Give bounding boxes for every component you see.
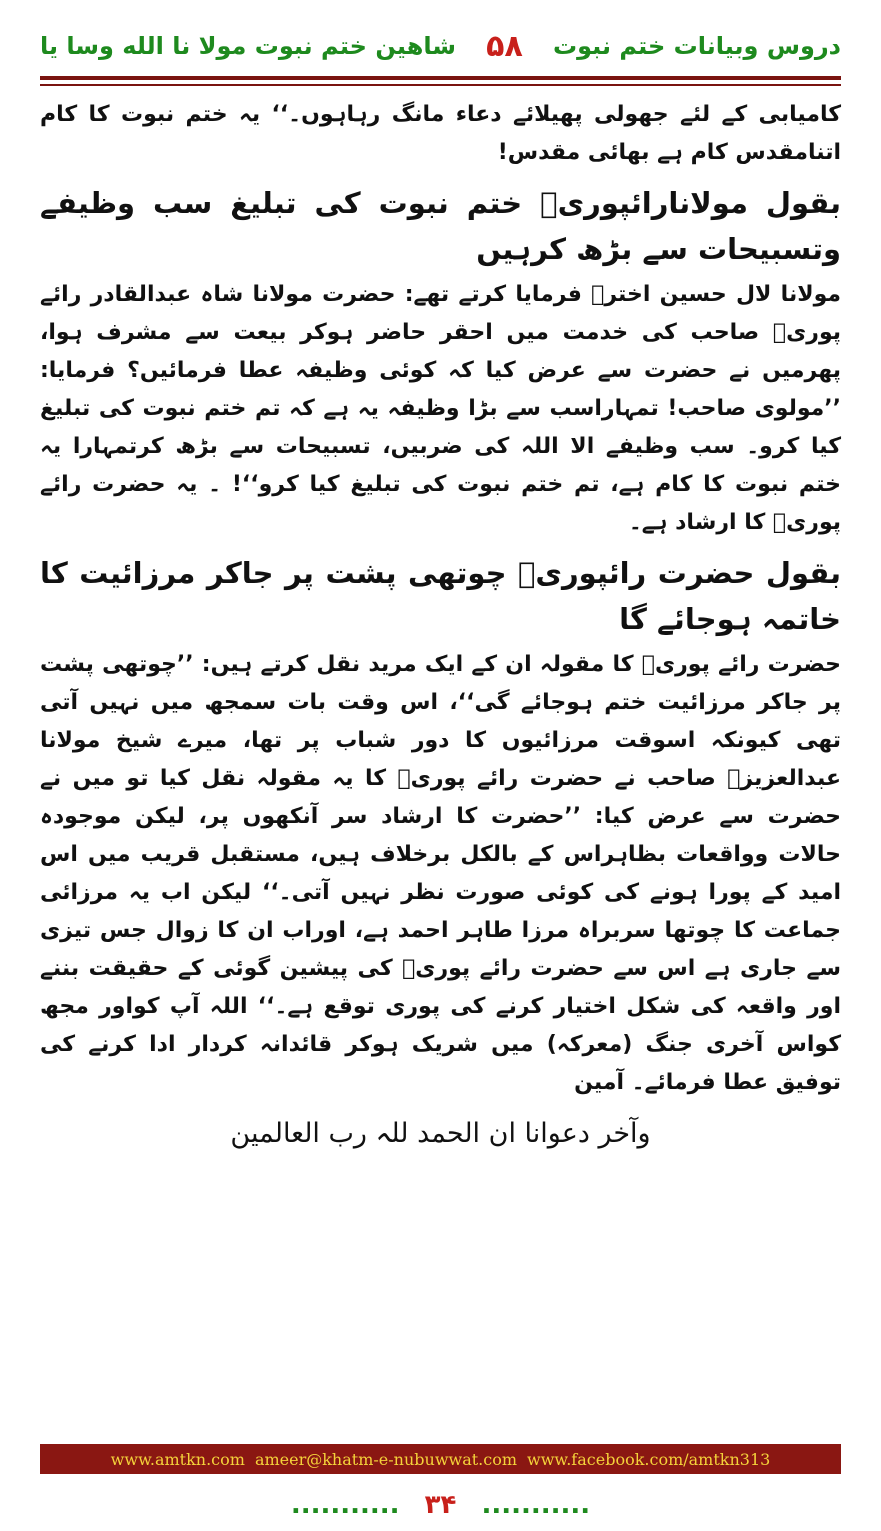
page-body: [40, 96, 841, 1156]
closing-prayer: وآخر دعوانا ان الحمد للہ رب العالمین: [230, 1118, 651, 1149]
facebook-link[interactable]: www.facebook.com/amtkn313: [527, 1449, 771, 1469]
website-link[interactable]: www.amtkn.com: [110, 1449, 245, 1469]
author-title: شاهین ختم نبوت مولا نا الله وسا یا: [40, 32, 456, 60]
page-header: [40, 22, 841, 70]
page-counter: [0, 1490, 881, 1520]
paragraph-lal-husain: مولانا لال حسین اخترؒ فرمایا کرتے تھے: حضرت مولانا شاہ عبدالقادر رائے پوریؒ صاحب کی خدمت میں احقر حاضر ہوکر بیعت سے مشرف ہوا، پھرمیں نے حضرت سے عرض کیا کہ کوئی وظیفہ عطا فرمائیں؟ فرمایا: ’’مولوی صاحب! تمہاراسب سے بڑا وظیفہ یہ ہے کہ تم ختم نبوت کی تبلیغ کیا کرو۔ سب وظیفے الا اللہ کی ضربیں، تسبیحات سے بڑھ کرتمہارا یہ ختم نبوت کا کام ہے، تم ختم نبوت کی تبلیغ کیا کرو‘‘! ۔ یہ حضرت رائے پوریؒ کا ارشاد ہے۔: [40, 282, 841, 535]
dots-right: ...........: [481, 1490, 591, 1520]
section-heading-2: بقول حضرت رائپوریؒ چوتھی پشت پر جاکر مرزائیت کا خاتمہ ہوجائے گا: [40, 556, 841, 636]
page-total: ۳۴: [424, 1490, 457, 1520]
section-heading-1: بقول مولانارائپوریؒ ختم نبوت کی تبلیغ سب وظیفے وتسبیحات سے بڑھ کرہیں: [40, 186, 841, 266]
email-link[interactable]: ameer@khatm-e-nubuwwat.com: [254, 1449, 518, 1469]
book-title: دروس وبیانات ختم نبوت: [553, 32, 841, 60]
page-number: ۵۸: [486, 28, 523, 64]
header-rule-thin: [40, 84, 841, 86]
paragraph-intro: کامیابی کے لئے جھولی پھیلائے دعاء مانگ رہاہوں۔‘‘ یہ ختم نبوت کا کام اتنامقدس کام ہے بھائی مقدس!: [40, 102, 841, 165]
dots-left: ...........: [290, 1490, 400, 1520]
footer-bar: [40, 1444, 841, 1474]
paragraph-raipuri-prophecy: حضرت رائے پوریؒ کا مقولہ ان کے ایک مرید نقل کرتے ہیں: ’’چوتھی پشت پر جاکر مرزائیت ختم ہوجائے گی‘‘، اس وقت بات سمجھ میں نہیں آتی تھی کیونکہ اسوقت مرزائیوں کا دور شباب پر تھا، میرے شیخ مولانا عبدالعزیزؒ صاحب نے حضرت رائے پوریؒ کا یہ مقولہ نقل کیا تو میں نے حضرت سے عرض کیا: ’’حضرت کا ارشاد سر آنکھوں پر، لیکن موجودہ حالات وواقعات بظاہراس کے بالکل برخلاف ہیں، مستقبل قریب میں اس امید کے پورا ہونے کی کوئی صورت نظر نہیں آتی۔‘‘ لیکن اب یہ مرزائی جماعت کا چوتھا سربراہ مرزا طاہر احمد ہے، اوراب ان کا زوال جس تیزی سے جاری ہے اس سے حضرت رائے پوریؒ کی پیشین گوئی کے حقیقت بننے اور واقعہ کی شکل اختیار کرنے کی پوری توقع ہے۔‘‘ اللہ آپ کواور مجھ کواس آخری جنگ (معرکہ) میں شریک ہوکر قائدانہ کردار ادا کرنے کی توفیق عطا فرمائے۔ آمین: [40, 652, 841, 1095]
header-rule-thick: [40, 76, 841, 80]
